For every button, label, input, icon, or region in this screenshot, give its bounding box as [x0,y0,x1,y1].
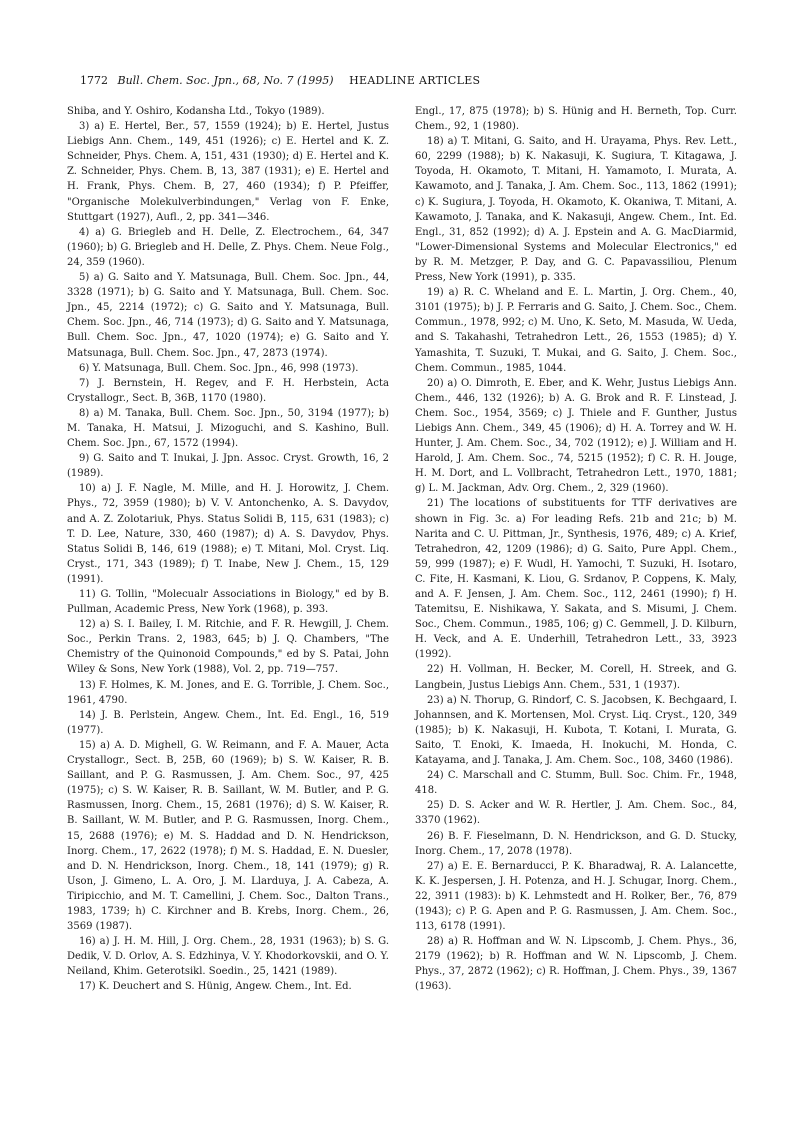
reference-entry: 7) J. Bernstein, H. Regev, and F. H. Herbstein, Acta Crystallogr., Sect. B, 36B, 1170 (1980). [67,377,389,404]
reference-entry: 19) a) R. C. Wheland and E. L. Martin, J. Org. Chem., 40, 3101 (1975); b) J. P. Ferraris and G. Saito, J. Chem. Soc., Chem. Commun., 1978, 992; c) M. Uno, K. Seto, M. Masuda, W. Ueda, and S. Takahashi, Tetrahedron Lett., 26, 1553 (1985); d) Y. Yamashita, T. Suzuki, T. Mukai, and G. Saito, J. Chem. Soc., Chem. Commun., 1985, 1044. [415,287,737,374]
references-left-column [67,104,389,995]
references-right-column [415,104,737,995]
reference-entry: 20) a) O. Dimroth, E. Eber, and K. Wehr, Justus Liebigs Ann. Chem., 446, 132 (1926); b) A. G. Brok and R. F. Linstead, J. Chem. Soc., 1954, 3569; c) J. Thiele and F. Gunther, Justus Liebigs Ann. Chem., 349, 45 (1906); d) H. A. Torrey and W. H. Hunter, J. Am. Chem. Soc., 34, 702 (1912); e) J. William and H. Harold, J. Am. Chem. Soc., 74, 5215 (1952); f) C. R. H. Jouge, H. M. Dort, and L. Vollbracht, Tetrahedron Lett., 1970, 1881; g) L. M. Jackman, Adv. Org. Chem., 2, 329 (1960). [415,377,737,495]
journal-citation: Bull. Chem. Soc. Jpn., 68, No. 7 (1995) [117,74,334,87]
reference-entry: 8) a) M. Tanaka, Bull. Chem. Soc. Jpn., 50, 3194 (1977); b) M. Tanaka, H. Matsui, J. Mizoguchi, and S. Kashino, Bull. Chem. Soc. Jpn., 67, 1572 (1994). [67,407,389,450]
reference-entry: 27) a) E. E. Bernarducci, P. K. Bharadwaj, R. A. Lalancette, K. K. Jespersen, J. H. Potenza, and H. J. Schugar, Inorg. Chem., 22, 3911 (1983): b) K. Lehmstedt and H. Rolker, Ber., 76, 879 (1943); c) P. G. Apen and P. G. Rasmussen, J. Am. Chem. Soc., 113, 6178 (1991). [415,860,737,933]
reference-entry: 28) a) R. Hoffman and W. N. Lipscomb, J. Chem. Phys., 36, 2179 (1962); b) R. Hoffman and W. N. Lipscomb, J. Chem. Phys., 37, 2872 (1962); c) R. Hoffman, J. Chem. Phys., 39, 1367 (1963). [415,936,737,993]
reference-entry: 22) H. Vollman, H. Becker, M. Corell, H. Streek, and G. Langbein, Justus Liebigs Ann. Chem., 531, 1 (1937). [415,664,737,691]
reference-entry: 3) a) E. Hertel, Ber., 57, 1559 (1924); b) E. Hertel, Justus Liebigs Ann. Chem., 149, 451 (1926); c) E. Hertel and K. Z. Schneider, Phys. Chem. A, 151, 431 (1930); d) E. Hertel and K. Z. Schneider, Phys. Chem. B, 13, 387 (1931); e) E. Hertel and H. Frank, Phys. Chem. B, 27, 460 (1934); f) P. Pfeiffer, "Organische Molekulverbindungen," Verlag von F. Enke, Stuttgart (1927), Aufl., 2, pp. 341—346. [67,121,389,223]
section-title: HEADLINE ARTICLES [349,74,481,87]
reference-entry: 11) G. Tollin, "Molecualr Associations in Biology," ed by B. Pullman, Academic Press, New York (1968), p. 393. [67,589,389,616]
reference-entry: 24) C. Marschall and C. Stumm, Bull. Soc. Chim. Fr., 1948, 418. [415,770,737,797]
reference-continuation: Shiba, and Y. Oshiro, Kodansha Ltd., Tokyo (1989). [67,106,325,117]
reference-entry: 6) Y. Matsunaga, Bull. Chem. Soc. Jpn., 46, 998 (1973). [79,362,359,374]
reference-entry: 10) a) J. F. Nagle, M. Mille, and H. J. Horowitz, J. Chem. Phys., 72, 3959 (1980); b) V. V. Antonchenko, A. S. Davydov, and A. Z. Zolotariuk, Phys. Status Solidi B, 115, 631 (1983); c) T. D. Lee, Nature, 330, 460 (1987); d) A. S. Davydov, Phys. Status Solidi B, 146, 619 (1988); e) T. Mitani, Mol. Cryst. Liq. Cryst., 171, 343 (1989); f) T. Inabe, New J. Chem., 15, 129 (1991). [67,483,389,585]
reference-entry: 26) B. F. Fieselmann, D. N. Hendrickson, and G. D. Stucky, Inorg. Chem., 17, 2078 (1978). [415,830,737,857]
reference-entry: 14) J. B. Perlstein, Angew. Chem., Int. Ed. Engl., 16, 519 (1977). [67,709,389,736]
reference-entry: 4) a) G. Briegleb and H. Delle, Z. Electrochem., 64, 347 (1960); b) G. Briegleb and H. Delle, Z. Phys. Chem. Neue Folg., 24, 359 (1960). [67,226,389,268]
reference-entry: 21) The locations of substituents for TTF derivatives are shown in Fig. 3c. a) For leading Refs. 21b and 21c; b) M. Narita and C. U. Pittman, Jr., Synthesis, 1976, 489; c) A. Krief, Tetrahedron, 42, 1209 (1986); d) G. Saito, Pure Appl. Chem., 59, 999 (1987); e) F. Wudl, H. Yamochi, T. Suzuki, H. Isotaro, C. Fite, H. Kasmani, K. Liou, G. Srdanov, P. Coppens, K. Maly, and A. F. Jensen, J. Am. Chem. Soc., 112, 2461 (1990); f) H. Tatemitsu, E. Nishikawa, Y. Sakata, and S. Misumi, J. Chem. Soc., Chem. Commun., 1985, 106; g) C. Gemmell, J. D. Kilburn, H. Veck, and A. E. Underhill, Tetrahedron Lett., 33, 3923 (1992). [415,498,737,661]
running-header [80,73,720,89]
reference-entry: 13) F. Holmes, K. M. Jones, and E. G. Torrible, J. Chem. Soc., 1961, 4790. [67,679,389,706]
page-number: 1772 [80,74,108,87]
reference-entry: 12) a) S. I. Bailey, I. M. Ritchie, and F. R. Hewgill, J. Chem. Soc., Perkin Trans. 2, 1983, 645; b) J. Q. Chambers, "The Chemistry of the Quinonoid Compounds," ed by S. Patai, John Wiley & Sons, New York (1988), Vol. 2, pp. 719—757. [67,619,389,676]
reference-entry: 23) a) N. Thorup, G. Rindorf, C. S. Jacobsen, K. Bechgaard, I. Johannsen, and K. Mortensen, Mol. Cryst. Liq. Cryst., 120, 349 (1985); b) K. Nakasuji, H. Kubota, T. Kotani, I. Murata, G. Saito, T. Enoki, K. Imaeda, H. Inokuchi, M. Honda, C. Katayama, and J. Tanaka, J. Am. Chem. Soc., 108, 3460 (1986). [415,694,737,767]
reference-entry: 9) G. Saito and T. Inukai, J. Jpn. Assoc. Cryst. Growth, 16, 2 (1989). [67,453,389,480]
reference-entry: 5) a) G. Saito and Y. Matsunaga, Bull. Chem. Soc. Jpn., 44, 3328 (1971); b) G. Saito and Y. Matsunaga, Bull. Chem. Soc. Jpn., 45, 2214 (1972); c) G. Saito and Y. Matsunaga, Bull. Chem. Soc. Jpn., 46, 714 (1973); d) G. Saito and Y. Matsunaga, Bull. Chem. Soc. Jpn., 47, 1020 (1974); e) G. Saito and Y. Matsunaga, Bull. Chem. Soc. Jpn., 47, 2873 (1974). [67,272,389,359]
reference-entry: 25) D. S. Acker and W. R. Hertler, J. Am. Chem. Soc., 84, 3370 (1962). [415,800,737,827]
reference-entry: 15) a) A. D. Mighell, G. W. Reimann, and F. A. Mauer, Acta Crystallogr., Sect. B, 25B, 60 (1969); b) S. W. Kaiser, R. B. Saillant, and P. G. Rasmussen, J. Am. Chem. Soc., 97, 425 (1975); c) S. W. Kaiser, R. B. Saillant, W. M. Butler, and P. G. Rasmussen, Inorg. Chem., 15, 2681 (1976); d) S. W. Kaiser, R. B. Saillant, W. M. Butler, and P. G. Rasmussen, Inorg. Chem., 15, 2688 (1976); e) M. S. Haddad and D. N. Hendrickson, Inorg. Chem., 17, 2622 (1978); f) M. S. Haddad, E. N. Duesler, and D. N. Hendrickson, Inorg. Chem., 18, 141 (1979); g) R. Uson, J. Gimeno, L. A. Oro, J. M. Llarduya, J. A. Cabeza, A. Tiripicchio, and M. T. Camellini, J. Chem. Soc., Dalton Trans., 1983, 1739; h) C. Kirchner and B. Krebs, Inorg. Chem., 26, 3569 (1987). [67,739,389,933]
reference-entry: 16) a) J. H. M. Hill, J. Org. Chem., 28, 1931 (1963); b) S. G. Dedik, V. D. Orlov, A. S. Edzhinya, V. Y. Khodorkovskii, and O. Y. Neiland, Khim. Geterotsikl. Soedin., 25, 1421 (1989). [67,936,389,978]
reference-entry: 17) K. Deuchert and S. Hünig, Angew. Chem., Int. Ed. [79,981,352,993]
reference-continuation: Engl., 17, 875 (1978); b) S. Hünig and H. Berneth, Top. Curr. Chem., 92, 1 (1980). [415,106,737,133]
reference-entry: 18) a) T. Mitani, G. Saito, and H. Urayama, Phys. Rev. Lett., 60, 2299 (1988); b) K. Nakasuji, K. Sugiura, T. Kitagawa, J. Toyoda, H. Okamoto, T. Mitani, H. Yamamoto, I. Murata, A. Kawamoto, and J. Tanaka, J. Am. Chem. Soc., 113, 1862 (1991); c) K. Sugiura, J. Toyoda, H. Okamoto, K. Okaniwa, T. Mitani, A. Kawamoto, J. Tanaka, and K. Nakasuji, Angew. Chem., Int. Ed. Engl., 31, 852 (1992); d) A. J. Epstein and A. G. MacDiarmid, "Lower-Dimensional Systems and Molecular Electronics," ed by R. M. Metzger, P. Day, and G. C. Papavassiliou, Plenum Press, New York (1991), p. 335. [415,136,737,284]
